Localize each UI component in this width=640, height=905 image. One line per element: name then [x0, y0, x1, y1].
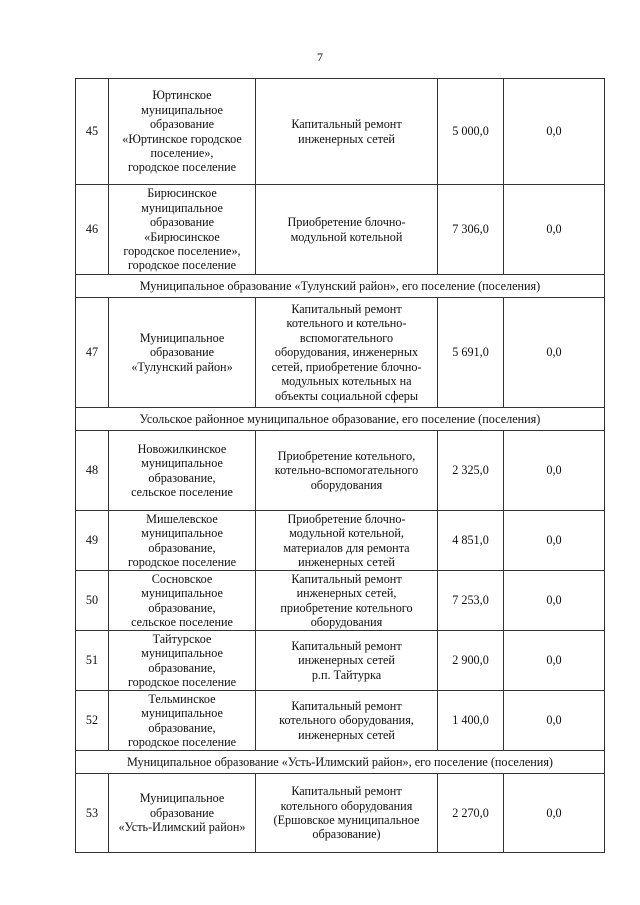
municipality-name: Новожилкинское муниципальное образование, сельское поселение: [108, 430, 255, 510]
row-number: 46: [75, 184, 108, 274]
work-description: Капитальный ремонт инженерных сетей р.п. Тайтурка: [255, 630, 437, 690]
row-number: 51: [75, 630, 108, 690]
work-description: Приобретение блочно- модульной котельной: [255, 184, 437, 274]
municipality-name: Тельминское муниципальное образование, городское поселение: [108, 690, 255, 750]
amount-value: 5 691,0: [437, 297, 503, 407]
row-number: 52: [75, 690, 108, 750]
municipality-name: Сосновское муниципальное образование, сельское поселение: [108, 570, 255, 630]
municipality-name: Бирюсинское муниципальное образование «Бирюсинское городское поселение», городское поселение: [108, 184, 255, 274]
amount-value: 4 851,0: [437, 510, 503, 570]
second-amount-value: 0,0: [503, 773, 605, 853]
row-number: 47: [75, 297, 108, 407]
amount-value: 5 000,0: [437, 78, 503, 184]
work-description: Капитальный ремонт инженерных сетей: [255, 78, 437, 184]
second-amount-value: 0,0: [503, 510, 605, 570]
work-description: Капитальный ремонт котельного оборудования, инженерных сетей: [255, 690, 437, 750]
row-number: 45: [75, 78, 108, 184]
second-amount-value: 0,0: [503, 690, 605, 750]
second-amount-value: 0,0: [503, 184, 605, 274]
row-number: 48: [75, 430, 108, 510]
second-amount-value: 0,0: [503, 630, 605, 690]
second-amount-value: 0,0: [503, 570, 605, 630]
second-amount-value: 0,0: [503, 78, 605, 184]
municipality-name: Тайтурское муниципальное образование, городское поселение: [108, 630, 255, 690]
work-description: Капитальный ремонт инженерных сетей, приобретение котельного оборудования: [255, 570, 437, 630]
amount-value: 2 900,0: [437, 630, 503, 690]
amount-value: 7 253,0: [437, 570, 503, 630]
second-amount-value: 0,0: [503, 297, 605, 407]
work-description: Капитальный ремонт котельного и котельно- вспомогательного оборудования, инженерных сетей, приобретение блочно- модульных котельных на объекты социальной сферы: [255, 297, 437, 407]
row-number: 49: [75, 510, 108, 570]
second-amount-value: 0,0: [503, 430, 605, 510]
amount-value: 2 270,0: [437, 773, 503, 853]
work-description: Приобретение котельного, котельно-вспомогательного оборудования: [255, 430, 437, 510]
section-header: Муниципальное образование «Тулунский район», его поселение (поселения): [75, 274, 605, 297]
row-number: 50: [75, 570, 108, 630]
amount-value: 1 400,0: [437, 690, 503, 750]
municipality-name: Мишелевское муниципальное образование, городское поселение: [108, 510, 255, 570]
municipality-name: Муниципальное образование «Усть-Илимский район»: [108, 773, 255, 853]
amount-value: 7 306,0: [437, 184, 503, 274]
row-number: 53: [75, 773, 108, 853]
municipality-name: Юртинское муниципальное образование «Юртинское городское поселение», городское поселение: [108, 78, 255, 184]
funding-table: [75, 78, 605, 852]
section-header: Усольское районное муниципальное образование, его поселение (поселения): [75, 407, 605, 430]
work-description: Приобретение блочно- модульной котельной, материалов для ремонта инженерных сетей: [255, 510, 437, 570]
municipality-name: Муниципальное образование «Тулунский район»: [108, 297, 255, 407]
work-description: Капитальный ремонт котельного оборудования (Ершовское муниципальное образование): [255, 773, 437, 853]
amount-value: 2 325,0: [437, 430, 503, 510]
page-number: 7: [317, 50, 323, 64]
section-header: Муниципальное образование «Усть-Илимский район», его поселение (поселения): [75, 750, 605, 773]
